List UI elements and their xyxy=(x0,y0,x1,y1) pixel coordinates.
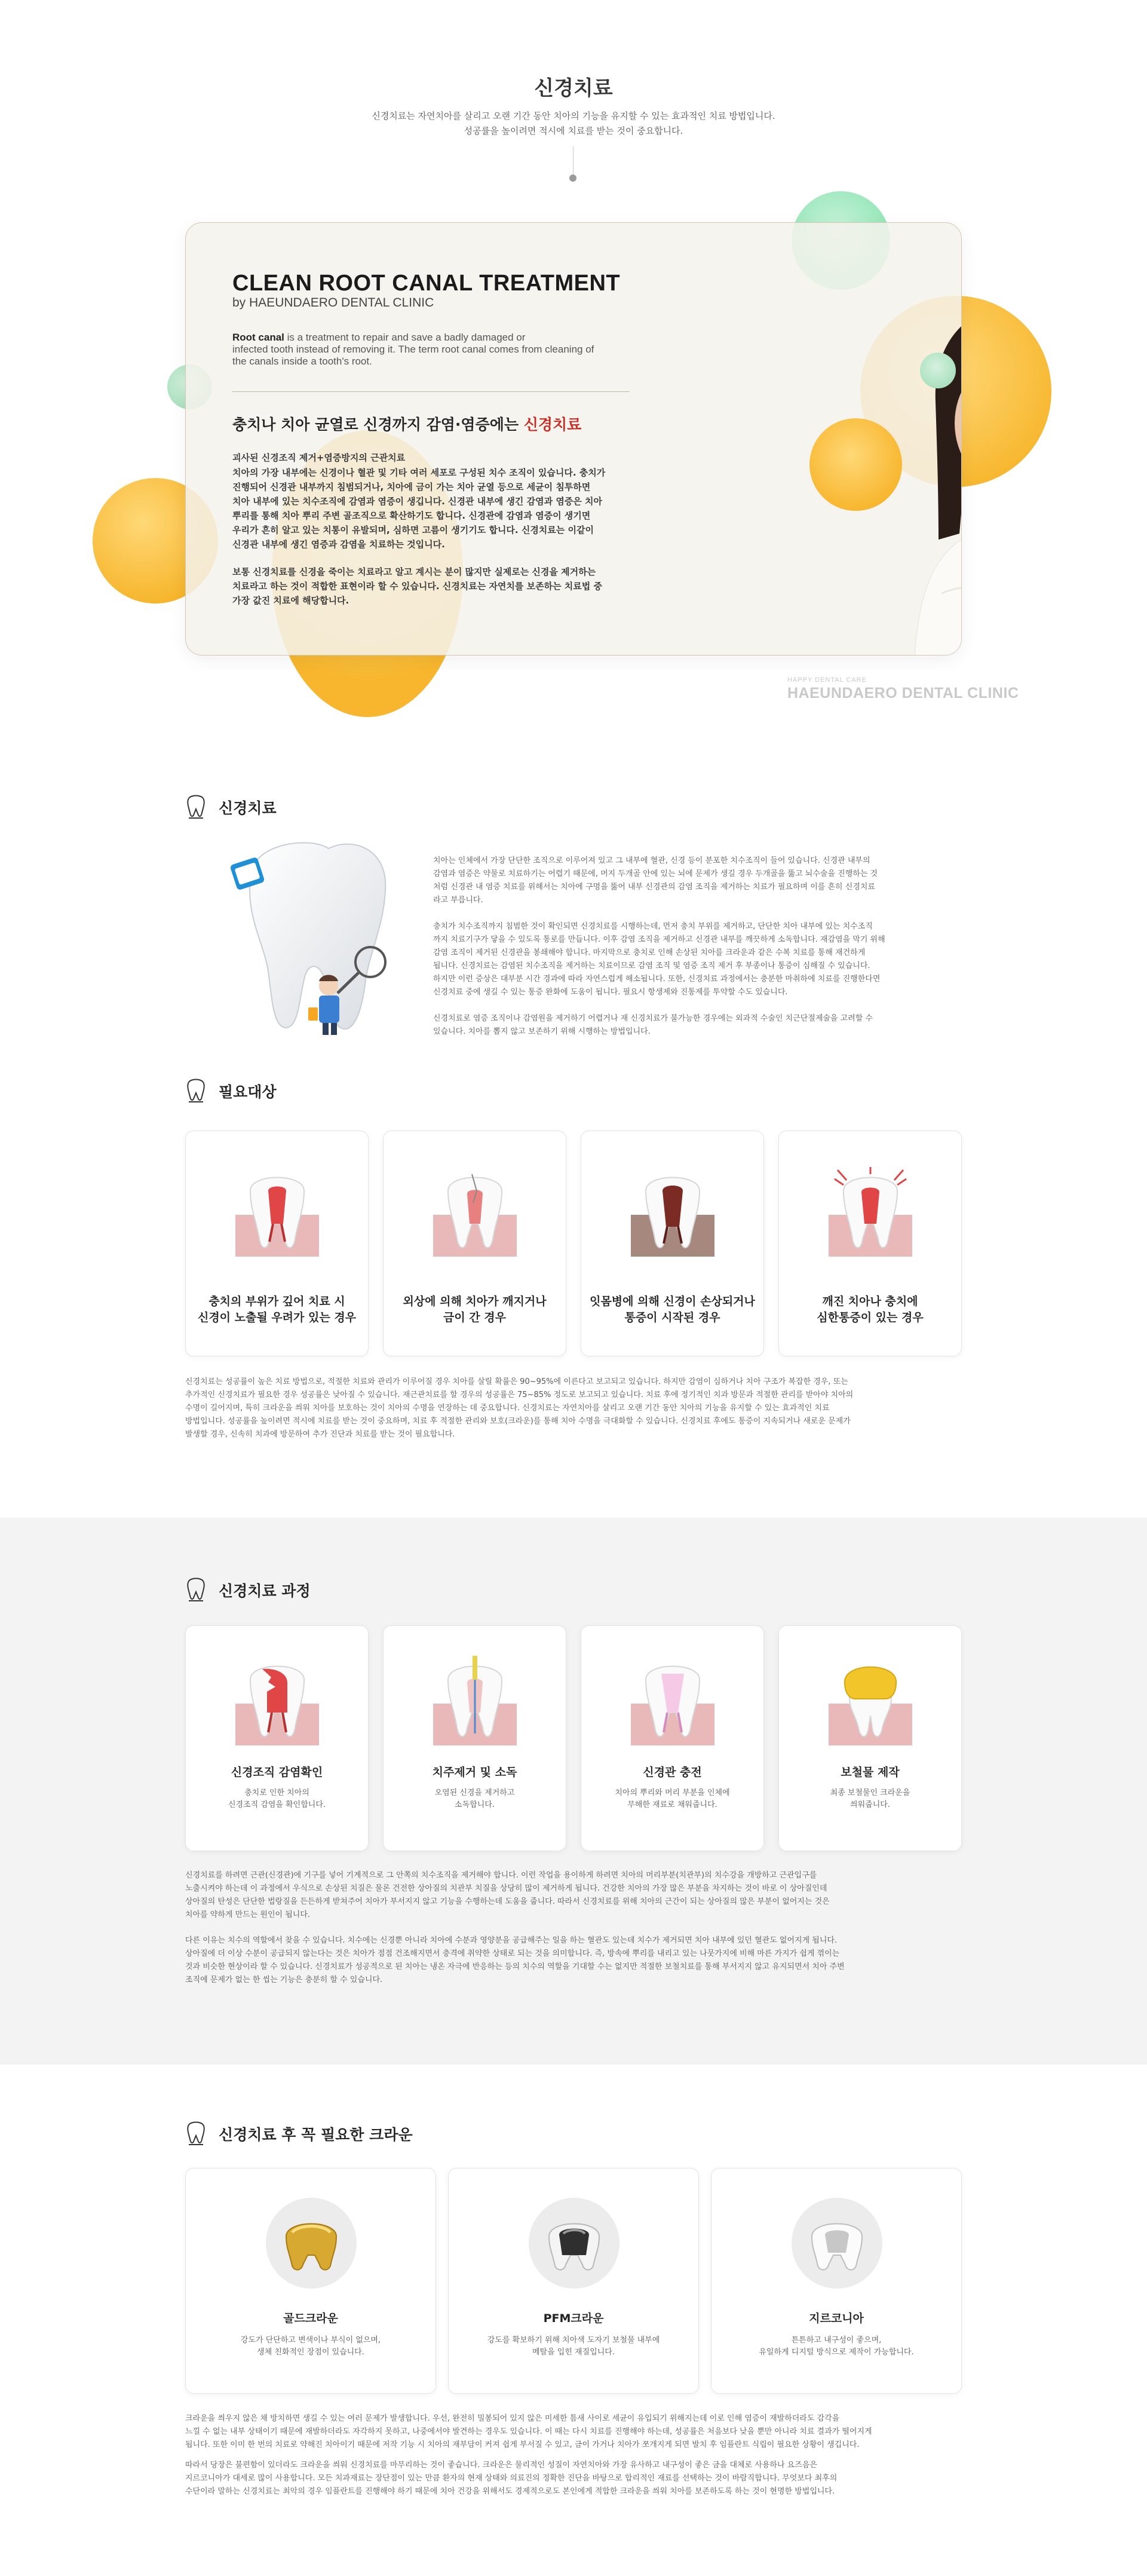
section-title: 필요대상 xyxy=(219,1083,277,1101)
process-body-text-1 xyxy=(185,1869,962,1922)
card-title xyxy=(581,1294,763,1326)
text-line: 신경치료는 성공률이 높은 치료 방법으로, 적절한 치료와 관리가 이루어질 경우 치아를 살릴 확률은 90~95%에 이른다고 보고되고 있습니다. 하지만 감염이 심하거나 치아 구조가 복잡한 경우, 또는 xyxy=(185,1377,848,1386)
process-card xyxy=(383,1625,566,1851)
card-title: 치주제거 및 소독 xyxy=(432,1766,517,1779)
hero-en-title: CLEAN ROOT CANAL TREATMENT xyxy=(232,271,621,296)
text-line: 신경치료 중에 생길 수 있는 통증 완화에 도움이 됩니다. 필요시 항생제와 진통제를 투약할 수도 있습니다. xyxy=(433,988,788,997)
hero-divider-line xyxy=(573,146,574,176)
hero-p1-line: 뿌리를 통해 치아 뿌리 주변 골조직으로 확산하기도 합니다. 신경관에 감염과 염증이 생기면 xyxy=(232,510,591,521)
hero-divider-dot xyxy=(569,174,576,182)
text-line: 노출시켜야 하는데 이 과정에서 우식으로 손상된 치질은 물론 건전한 상아질의 치관부 치질을 상당히 많이 제거하게 됩니다. 건강한 치아의 가장 많은 부분을 차지하는 것이 바로 이 상아질인데 xyxy=(185,1884,827,1893)
hero-en-desc-line: the canals inside a tooth's root. xyxy=(232,356,372,367)
text-line: 따라서 당장은 불편함이 있더라도 크라운을 씌워 신경치료를 마무리하는 것이 좋습니다. 크라운은 물리적인 성질이 자연치아와 가장 유사하고 내구성이 좋은 금을 대체로 사용하나 요즈음은 xyxy=(185,2461,817,2470)
card-title: 지르코니아 xyxy=(809,2312,864,2325)
hero-kr-heading-prefix: 충치나 치아 균열로 신경까지 감염·염증에는 xyxy=(232,416,519,433)
hero-p2-line: 가장 값진 치료에 해당합니다. xyxy=(232,595,349,606)
text-line: 하지만 이런 증상은 대부분 시간 경과에 따라 자연스럽게 해소됩니다. 또한, 신경치료 과정에서는 충분한 마취하에 치료를 진행한다면 xyxy=(433,975,881,984)
card-description xyxy=(384,1787,566,1811)
hero-subtitle xyxy=(0,109,1147,139)
clinic-watermark-tagline: HAPPY DENTAL CARE xyxy=(787,676,867,684)
card-description xyxy=(711,2335,961,2358)
card-title xyxy=(186,1294,368,1326)
text-line: 치아를 약하게 만드는 원인이 됩니다. xyxy=(185,1910,311,1919)
text-line: 치아는 인체에서 가장 단단한 조직으로 이루어져 있고 그 내부에 혈관, 신경 등이 분포한 치수조직이 들어 있습니다. 신경관 내부의 xyxy=(433,856,870,865)
section-title: 신경치료 후 꼭 필요한 크라운 xyxy=(219,2126,413,2143)
hero-en-byline: by HAEUNDAERO DENTAL CLINIC xyxy=(232,296,434,310)
section-title: 신경치료 xyxy=(219,800,277,817)
hero-en-description xyxy=(232,332,663,367)
card-title-line: 깨진 치아나 충치에 xyxy=(822,1295,918,1308)
card-desc-line: 유일하게 디지털 방식으로 제작이 가능합니다. xyxy=(759,2348,914,2357)
card-description xyxy=(186,1787,368,1811)
clinic-logo-icon xyxy=(185,795,207,820)
hero-kr-heading-accent: 신경치료 xyxy=(523,416,582,433)
clinic-watermark-name: HAEUNDAERO DENTAL CLINIC xyxy=(787,685,1019,702)
card-title: 신경관 충전 xyxy=(643,1766,702,1779)
hero-en-desc-line: infected tooth instead of removing it. The term root canal comes from cleaning of xyxy=(232,344,594,355)
text-line: 수단이라 말하는 신경치료는 최악의 경우 임플란트를 진행해야 하기 때문에 치아 건강을 위해서도 경제적으로도 본인에게 적합한 크라운을 씌워 치아를 보존하도록 하는 것이 현명한 방법입니다. xyxy=(185,2487,835,2496)
indication-card xyxy=(383,1131,566,1356)
hero-paragraph-1 xyxy=(232,465,643,552)
process-card xyxy=(778,1625,962,1851)
card-description xyxy=(449,2335,698,2358)
hero-p1-line: 치아의 가장 내부에는 신경이나 혈관 및 기타 여러 세포로 구성된 치수 조직이 있습니다. 충치가 xyxy=(232,467,606,478)
page-title: 신경치료 xyxy=(534,76,613,100)
card-title-line: 충치의 부위가 깊어 치료 시 xyxy=(208,1295,345,1308)
text-line: 조직에 문제가 없는 한 씹는 기능은 충분히 할 수 있습니다. xyxy=(185,1975,383,1984)
card-title-line: 통증이 시작된 경우 xyxy=(624,1311,720,1324)
card-desc-line: 생체 친화적인 장점이 있습니다. xyxy=(257,2348,364,2357)
crown-restoration-tooth-icon xyxy=(826,1656,915,1745)
card-desc-line: 강도가 단단하고 변색이나 부식이 없으며, xyxy=(240,2336,381,2345)
nerve-removal-tooth-icon xyxy=(430,1656,520,1745)
gum-disease-tooth-icon xyxy=(628,1167,717,1257)
text-line: 감염과 염증은 약물로 치료하기는 어렵기 때문에, 머지 두개골 안에 있는 뇌에 문제가 생길 경우 두개골을 뚫고 뇌수술을 진행하는 것 xyxy=(433,869,878,878)
indication-card xyxy=(581,1131,764,1356)
card-description xyxy=(186,2335,436,2358)
card-title: 보철물 제작 xyxy=(841,1766,900,1779)
text-line: 신경치료로 염증 조직이나 감염원을 제거하기 어렵거나 재 신경치료가 불가능한 경우에는 외과적 수술인 치근단절제술을 고려할 수 xyxy=(433,1014,873,1023)
text-line: 있습니다. 치아를 뽑지 않고 보존하기 위해 시행하는 방법입니다. xyxy=(433,1027,651,1036)
card-title-line: 신경이 노출될 우려가 있는 경우 xyxy=(197,1311,357,1324)
card-desc-line: 최종 보철물인 크라운을 xyxy=(830,1788,910,1797)
zirconia-crown-icon xyxy=(789,2195,885,2291)
text-line: 것과 비슷한 현상이라 할 수 있습니다. 신경치료가 성공적으로 된 치아는 냉온 자극에 반응하는 등의 치수의 역할을 기대할 수는 없지만 적절한 보철치료를 통해 부서지지 않고 유지되면서 치아 주변 xyxy=(185,1962,845,1971)
text-line: 다른 이유는 치수의 역할에서 찾을 수 있습니다. 치수에는 신경뿐 아니라 치아에 수분과 영양분을 공급해주는 일을 하는 혈관도 있는데 치수가 제거되면 치아 내부에 있던 혈관도 없어지게 됩니다. xyxy=(185,1936,838,1945)
text-line: 수명이 길어지며, 특히 크라운을 씌워 치아를 보호하는 것이 치아의 수명을 연장하는 데 중요합니다. 신경치료는 자연치아를 살리고 오랜 기간 동안 치아의 기능을 유지할 수 있는 효과적인 치료 xyxy=(185,1404,830,1413)
indication-card xyxy=(778,1131,962,1356)
card-title-line: 금이 간 경우 xyxy=(443,1311,506,1324)
crown-card xyxy=(448,2168,699,2394)
crown-body-text xyxy=(185,2412,962,2498)
painful-tooth-icon xyxy=(826,1167,915,1257)
card-title xyxy=(779,1294,961,1326)
tooth-dentist-illustration xyxy=(209,837,400,1040)
decor-bubble xyxy=(920,353,956,388)
text-line: 느낄 수 없는 내부 상태이기 때문에 재발하더라도 자각하지 못하고, 나중에서야 발견하는 경우도 있습니다. 이 때는 다시 치료를 진행해야 하는데, 성공률은 처음보다 낮을 뿐만 아니라 치료 결과가 떨어지게 xyxy=(185,2427,872,2436)
section-header-indications xyxy=(185,1079,277,1104)
card-desc-line: 소독합니다. xyxy=(455,1800,495,1809)
process-body-text-2 xyxy=(185,1934,962,1987)
clinic-logo-icon xyxy=(185,2121,207,2146)
text-line: 크라운을 씌우지 않은 채 방치하면 생길 수 있는 여러 문제가 발생합니다. 우선, 완전히 밀봉되어 있지 않은 미세한 틈새 사이로 세균이 유입되기 위해지는데 이로 인해 염증이 재발하더라도 감각을 xyxy=(185,2414,840,2423)
hero-p1-line: 치아 내부에 있는 치수조직에 감염과 염증이 생깁니다. 신경관 내부에 생긴 감염과 염증은 치아 xyxy=(232,496,602,507)
card-description xyxy=(581,1787,763,1811)
text-line: 라고 부릅니다. xyxy=(433,896,483,905)
text-line: 까지 치료기구가 닿을 수 있도록 통로를 만듭니다. 이후 감염 조직을 제거하고 신경관 내부를 깨끗하게 소독합니다. 재감염을 막기 위해 xyxy=(433,935,885,944)
section-header-root-canal xyxy=(185,795,277,820)
card-description xyxy=(779,1787,961,1811)
card-desc-line: 치아의 뿌리와 머리 부분을 인체에 xyxy=(615,1788,730,1797)
decor-bubble xyxy=(809,418,902,511)
text-line: 지르코니아가 대세로 많이 사용합니다. 모든 치과재료는 장단점이 있는 만큼 환자의 현재 상태와 의료진의 정확한 진단을 바탕으로 합리적인 재료를 선택하는 것이 바람직합니다. 무엇보다 최후의 xyxy=(185,2474,838,2483)
card-desc-line: 씌워줍니다. xyxy=(850,1800,890,1809)
hero-en-desc-bold: Root canal xyxy=(232,332,284,343)
text-line: 처럼 신경관 내 염증 치료를 위해서는 치아에 구멍을 뚫어 내부 신경관의 감염 조직을 제거하는 치료가 필요하며 이를 흔히 신경치료 xyxy=(433,883,875,892)
text-line: 상아질에 더 이상 수분이 공급되지 않는다는 것은 치아가 점점 건조해지면서 충격에 취약한 상태로 되는 것을 의미합니다. 즉, 방속에 뿌리를 내리고 있는 나뭇가지에 비해 마른 가지가 쉽게 꺾이는 xyxy=(185,1949,840,1958)
hero-p1-line: 진행되어 신경관 내부까지 침범되거나, 치아에 금이 가는 치아 균열 등으로 세균이 침투하면 xyxy=(232,482,591,492)
text-line: 됩니다. 또한 이미 한 번의 치료로 약해진 치아이기 때문에 저작 기능 시 치아의 재부담이 커져 쉽게 부서질 수 있고, 금이 가거나 치아가 쪼개지게 되면 발치 후 임플란트 식립이 필요한 상황이 생깁니다. xyxy=(185,2440,860,2449)
text-line: 신경치료를 하려면 근관(신경관)에 기구를 넣어 기계적으로 그 안쪽의 치수조직을 제거해야 합니다. 이런 작업을 용이하게 하려면 치아의 머리부분(치관부)의 치수강을 개방하고 근관입구를 xyxy=(185,1871,817,1880)
process-card xyxy=(581,1625,764,1851)
hero-p2-line: 치료라고 하는 것이 적합한 표현이라 할 수 있습니다. 신경치료는 자연치를 보존하는 치료법 중 xyxy=(232,581,602,592)
card-desc-line: 튼튼하고 내구성이 좋으며, xyxy=(791,2336,882,2345)
text-line: 상아질의 탄성은 단단한 법랑질을 든든하게 받쳐주어 치아가 부서지지 않고 기능을 수행하는데 도움을 줍니다. 따라서 신경치료를 위해 치아의 근간이 되는 상아질의 많은 부분이 없어지는 것은 xyxy=(185,1897,830,1906)
hero-subtitle-line: 신경치료는 자연치아를 살리고 오랜 기간 동안 치아의 기능을 유지할 수 있는 효과적인 치료 방법입니다. xyxy=(372,111,775,121)
card-title: 신경조직 감염확인 xyxy=(231,1766,323,1779)
process-card xyxy=(185,1625,369,1851)
infection-check-tooth-icon xyxy=(232,1656,322,1745)
card-title: 골드크라운 xyxy=(283,2312,338,2325)
indications-body-text xyxy=(185,1376,962,1441)
clinic-logo-icon xyxy=(185,1079,207,1104)
text-line: 방법입니다. 성공률을 높이려면 적시에 치료를 받는 것이 중요하며, 치료 후 적절한 관리와 보호(크라운)를 통해 치아 수명을 극대화할 수 있습니다. 신경치료 후에도 통증이 지속되거나 새로운 문제가 xyxy=(185,1417,851,1426)
gold-crown-icon xyxy=(263,2195,359,2291)
section-title: 신경치료 과정 xyxy=(219,1582,311,1600)
card-desc-line: 오염된 신경을 제거하고 xyxy=(434,1788,515,1797)
indication-card xyxy=(185,1131,369,1356)
section1-text xyxy=(433,841,965,1052)
clinic-logo-icon xyxy=(185,1578,207,1603)
clinic-watermark xyxy=(787,676,1019,702)
card-desc-line: 신경조직 감염을 확인합니다. xyxy=(228,1800,326,1809)
crown-card xyxy=(185,2168,436,2394)
text-line: 발생할 경우, 신속히 치과에 방문하여 추가 진단과 치료를 받는 것이 필요합니다. xyxy=(185,1430,455,1439)
pfm-crown-icon xyxy=(526,2195,622,2291)
card-title: PFM크라운 xyxy=(543,2312,604,2325)
card-title-line: 심한통증이 있는 경우 xyxy=(817,1311,924,1324)
card-desc-line: 무해한 재료로 채워줍니다. xyxy=(627,1800,717,1809)
card-desc-line: 강도를 확보하기 위해 치아색 도자기 보철물 내부에 xyxy=(487,2336,660,2345)
card-title-line: 외상에 의해 치아가 깨지거나 xyxy=(403,1295,547,1308)
hero-section xyxy=(0,0,1147,717)
hero-en-desc-line: is a treatment to repair and save a badly damaged or xyxy=(284,332,526,343)
card-desc-line: 메탈을 입힌 재질입니다. xyxy=(532,2348,615,2357)
hero-p1-line: 신경관 내부에 생긴 염증과 감염을 치료하는 것입니다. xyxy=(232,539,445,550)
section-header-crown xyxy=(185,2121,413,2146)
cracked-tooth-icon xyxy=(430,1167,520,1257)
text-line: 충치가 치수조직까지 침범한 것이 확인되면 신경치료를 시행하는데, 먼저 충치 부위를 제거하고, 단단한 치아 내부에 있는 치수조직 xyxy=(433,922,873,931)
hero-paragraph-2 xyxy=(232,565,643,608)
card-title xyxy=(384,1294,566,1326)
section-header-process xyxy=(185,1578,311,1603)
deep-cavity-tooth-icon xyxy=(232,1167,322,1257)
hero-p2-line: 보통 신경치료를 신경을 죽이는 치료라고 알고 계시는 분이 많지만 실제로는 신경을 제거하는 xyxy=(232,566,596,577)
hero-divider xyxy=(232,391,630,392)
card-title-line: 잇몸병에 의해 신경이 손상되거나 xyxy=(590,1295,755,1308)
hero-p1-line: 우리가 흔히 알고 있는 치통이 유발되며, 심하면 고름이 생기기도 합니다. 신경치료는 이같이 xyxy=(232,525,594,535)
text-line: 됩니다. 신경치료는 감염된 치수조직을 제거하는 치료이므로 감염 조직 및 염증 조직 제거 후 부종이나 통증이 심해질 수 있습니다. xyxy=(433,961,870,970)
text-line: 추가적인 신경치료가 필요한 경우 성공률은 낮아질 수 있습니다. 재근관치료를 할 경우의 성공률은 75~85% 정도로 보고되고 있습니다. 치료 후에 정기적인 치과 방문과 적절한 관리를 받아야 치아의 xyxy=(185,1390,854,1399)
card-desc-line: 충치로 인한 치아의 xyxy=(244,1788,309,1797)
crown-card xyxy=(711,2168,962,2394)
hero-p1-title: 괴사된 신경조직 제거+염증방지의 근관치료 xyxy=(232,452,406,463)
hero-subtitle-line: 성공률을 높이려면 적시에 치료를 받는 것이 중요합니다. xyxy=(464,125,683,136)
text-line: 감염 조직이 제거된 신경관을 봉쇄해야 합니다. 마지막으로 충치로 인해 손상된 치아를 크라운과 같은 수복 치료를 통해 재건하게 xyxy=(433,948,866,957)
hero-kr-heading xyxy=(232,413,581,434)
canal-filling-tooth-icon xyxy=(628,1656,717,1745)
